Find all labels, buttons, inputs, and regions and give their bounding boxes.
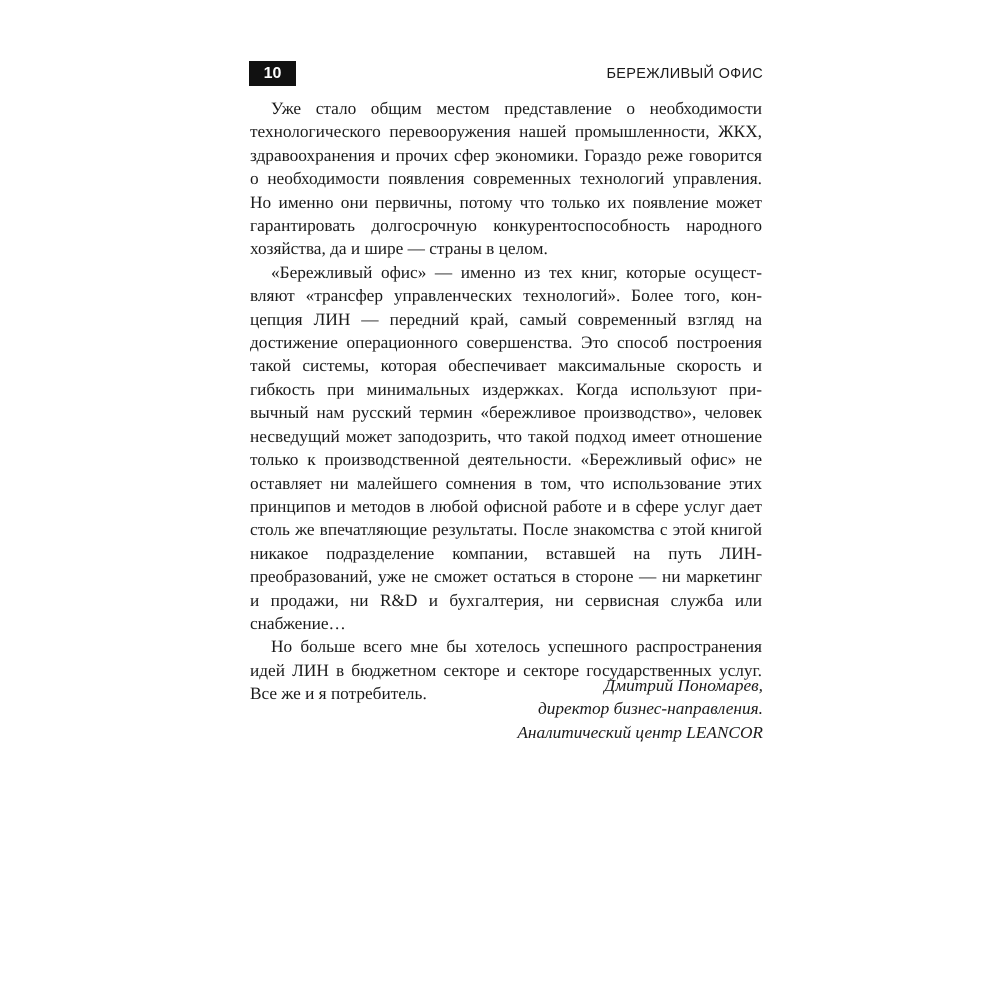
paragraph: Но больше всего мне бы хотелось успешного распространения идей ЛИН в бюджетном секторе и секторе государственных услуг. Все же и я потребитель. <box>250 637 762 704</box>
signature-position: директор бизнес-направления. <box>538 699 763 719</box>
signature-name: Дмитрий Пономарев, <box>604 676 763 695</box>
signature-block <box>363 674 763 744</box>
paragraph: «Бережливый офис» — именно из тех книг, которые осуществляют «трансфер управленческих технологий». Более того, концепция ЛИН — передний край, самый современный взгляд на достижение операционного совершенства. Это способ построения такой системы, которая обеспечивает максимальные скорость и гибкость при минимальных издержках. Когда используют привычный нам русский термин «бережливое производство», человек несведущий может заподозрить, что такой подход имеет отношение только к производственной деятельности. «Бережливый офис» не оставляет ни малейшего сомнения в том, что использование этих принципов и методов в любой офисной работе и в сфере услуг дает столь же впечатляющие результаты. После знакомства с этой книгой никакое подразделение компании, вставшей на путь ЛИН-преобразований, уже не сможет остаться в стороне — ни маркетинг и продажи, ни R&D и бухгалтерия, ни сервисная служба или снабжение… <box>250 262 762 633</box>
page-number: 10 <box>249 61 296 86</box>
signature-organization: Аналитический центр LEANCOR <box>517 722 763 742</box>
running-title: БЕРЕЖЛИВЫЙ ОФИС <box>606 66 763 82</box>
paragraph: Уже стало общим местом представление о необходимости технологического перевооружения нашей промышленности, ЖКХ, здравоохранения и прочих сфер экономики. Гораздо реже говорится о необходимости появления современных технологий управления. Но именно они первичны, потому что только их появление может гарантировать долгосрочную конкурентоспособность народного хозяйства, да и шире — страны в целом. <box>250 99 762 259</box>
body-text <box>250 97 762 706</box>
